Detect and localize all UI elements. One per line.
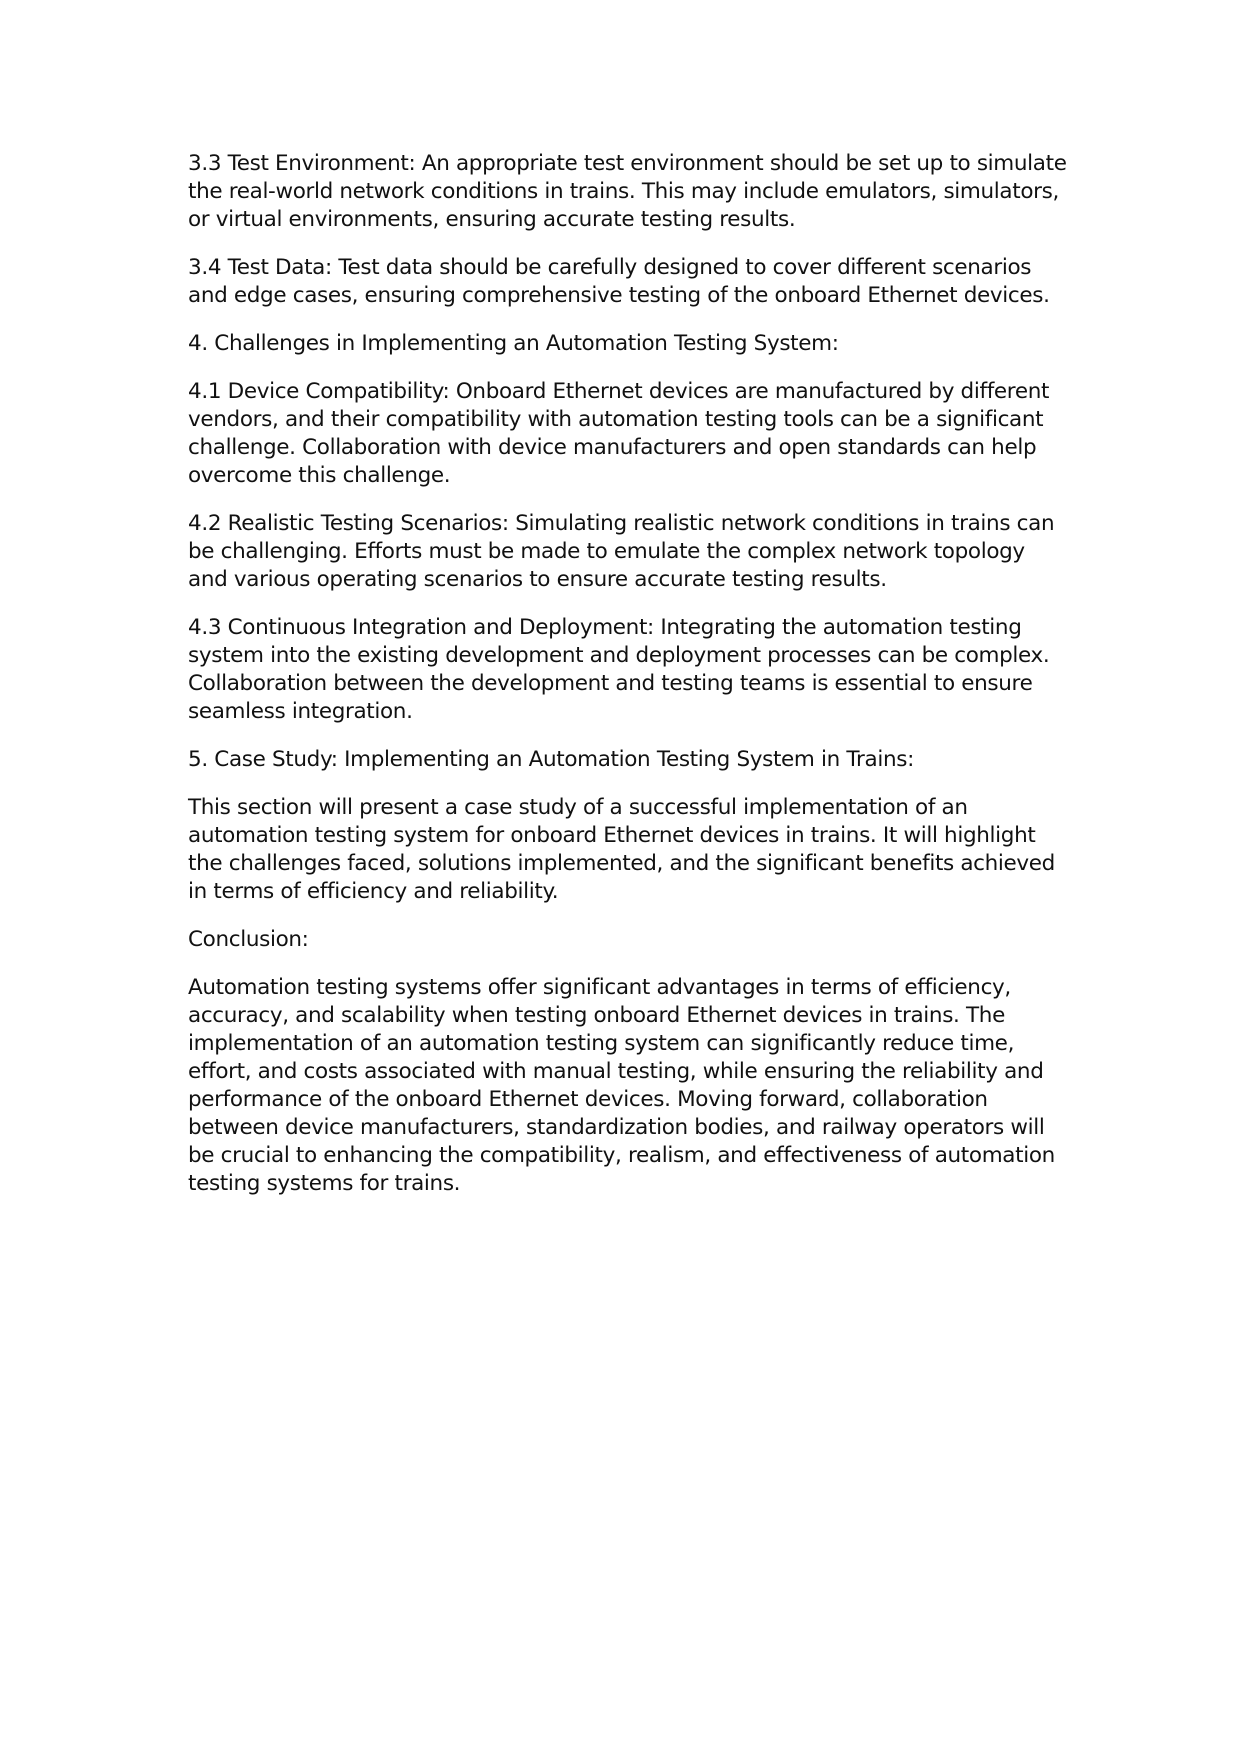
paragraph-case-study: This section will present a case study of a successful implementation of an automation testing system for onboard Ethernet devices in trains. It will highlight the challenges faced, solutions implemented, and the significant benefits achieved in terms of efficiency and reliability.: [188, 795, 1055, 904]
paragraph-test-environment: 3.3 Test Environment: An appropriate test environment should be set up to simulate the real-world network conditions in trains. This may include emulators, simulators, or virtual environments, ensuring accurate testing results.: [188, 151, 1067, 232]
paragraph-continuous-integration: 4.3 Continuous Integration and Deployment: Integrating the automation testing system into the existing development and deployment processes can be complex. Collaboration between the development and testing teams is essential to ensure seamless integration.: [188, 615, 1050, 724]
paragraph-test-data: 3.4 Test Data: Test data should be carefully designed to cover different scenarios and edge cases, ensuring comprehensive testing of the onboard Ethernet devices.: [188, 255, 1050, 308]
heading-case-study: 5. Case Study: Implementing an Automation Testing System in Trains:: [188, 747, 914, 772]
heading-challenges: 4. Challenges in Implementing an Automation Testing System:: [188, 331, 839, 356]
paragraph-realistic-testing: 4.2 Realistic Testing Scenarios: Simulating realistic network conditions in trains can be challenging. Efforts must be made to emulate the complex network topology and various operating scenarios to ensure accurate testing results.: [188, 511, 1055, 592]
paragraph-conclusion: Automation testing systems offer significant advantages in terms of efficiency, accuracy, and scalability when testing onboard Ethernet devices in trains. The implementation of an automation testing system can significantly reduce time, effort, and costs associated with manual testing, while ensuring the reliability and performance of the onboard Ethernet devices. Moving forward, collaboration between device manufacturers, standardization bodies, and railway operators will be crucial to enhancing the compatibility, realism, and effectiveness of automation testing systems for trains.: [188, 975, 1055, 1196]
heading-conclusion: Conclusion:: [188, 927, 309, 952]
document-body: [188, 150, 1068, 1218]
paragraph-device-compatibility: 4.1 Device Compatibility: Onboard Ethernet devices are manufactured by different vendors, and their compatibility with automation testing tools can be a significant challenge. Collaboration with device manufacturers and open standards can help overcome this challenge.: [188, 379, 1050, 488]
